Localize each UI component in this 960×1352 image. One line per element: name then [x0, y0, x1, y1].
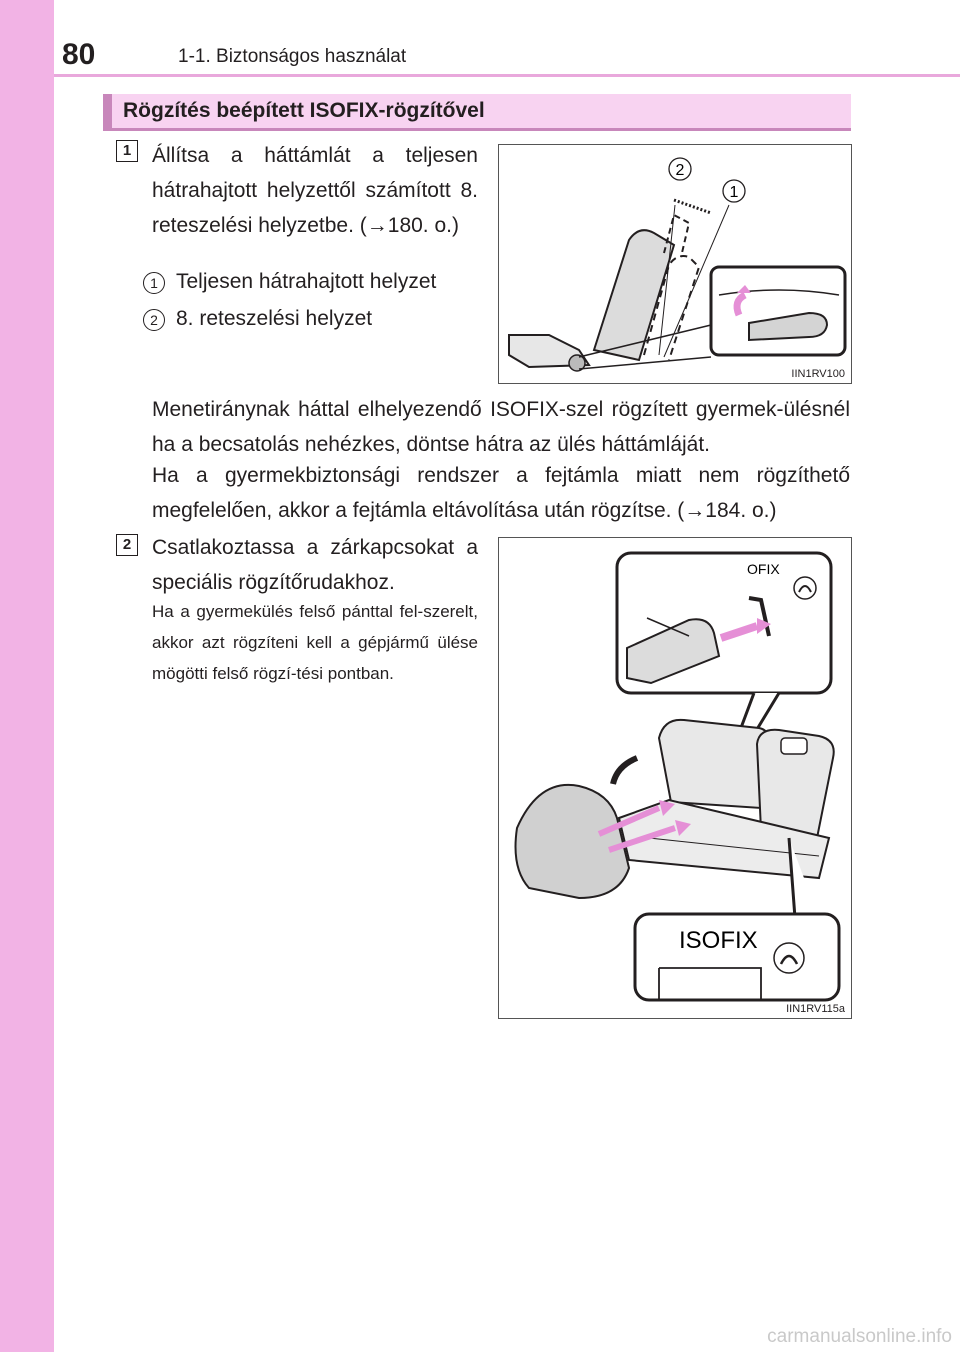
item-number-2: 2 — [143, 309, 165, 331]
seat-recline-illustration — [499, 145, 851, 383]
step-1-note-headrest: Ha a gyermekbiztonsági rendszer a fejtámla miatt nem rögzíthető megfelelően, akkor a fejtámla eltávolítása után rögzítse. (→184. o.) — [152, 464, 850, 522]
isofix-attachment-figure — [498, 537, 852, 1019]
seatback-recline-figure — [498, 144, 852, 384]
isofix-label: ISOFIX — [679, 927, 758, 954]
header-divider — [54, 74, 960, 77]
step-number-1: 1 — [116, 140, 138, 162]
item-number-1: 1 — [143, 272, 165, 294]
sidebar-tab — [0, 0, 54, 1352]
figure-callout-2: 2 — [675, 162, 685, 179]
item-label-1: Teljesen hátrahajtott helyzet — [176, 270, 437, 293]
child-seat-icon — [794, 577, 816, 599]
watermark: carmanualsonline.info — [767, 1326, 952, 1347]
section-title: Rögzítés beépített ISOFIX-rögzítővel — [123, 99, 485, 122]
inset-isofix-partial: OFIX — [747, 561, 780, 577]
step-2-note: Ha a gyermekülés felső pánttal fel-szerelt, akkor azt rögzíteni kell a gépjármű ülése mögötti felső rögzí-tési pontban. — [152, 602, 478, 683]
step-2-instruction: Csatlakoztassa a zárkapcsokat a speciális rögzítőrudakhoz. — [152, 536, 478, 594]
heading-accent — [103, 94, 112, 128]
figure-code-2: IIN1RV115a — [786, 1003, 845, 1015]
step-number-2: 2 — [116, 534, 138, 556]
section-heading — [103, 94, 851, 131]
figure-code: IIN1RV100 — [791, 368, 845, 380]
step-1-note-recline: Menetiránynak háttal elhelyezendő ISOFIX-szel rögzített gyermek-ülésnél ha a becsatolás nehézkes, döntse hátra az ülés háttámláját. — [152, 398, 850, 456]
step-1-instruction: Állítsa a háttámlát a teljesen hátrahajtott helyzettől számított 8. reteszelési helyzetbe. (→180. o.) — [152, 144, 478, 237]
child-seat-symbol-icon — [774, 943, 804, 973]
isofix-illustration — [499, 538, 851, 1018]
item-label-2: 8. reteszelési helyzet — [176, 307, 373, 330]
chapter-title: 1-1. Biztonságos használat — [178, 46, 407, 67]
page-number: 80 — [62, 38, 96, 71]
figure-callout-1: 1 — [729, 184, 739, 201]
